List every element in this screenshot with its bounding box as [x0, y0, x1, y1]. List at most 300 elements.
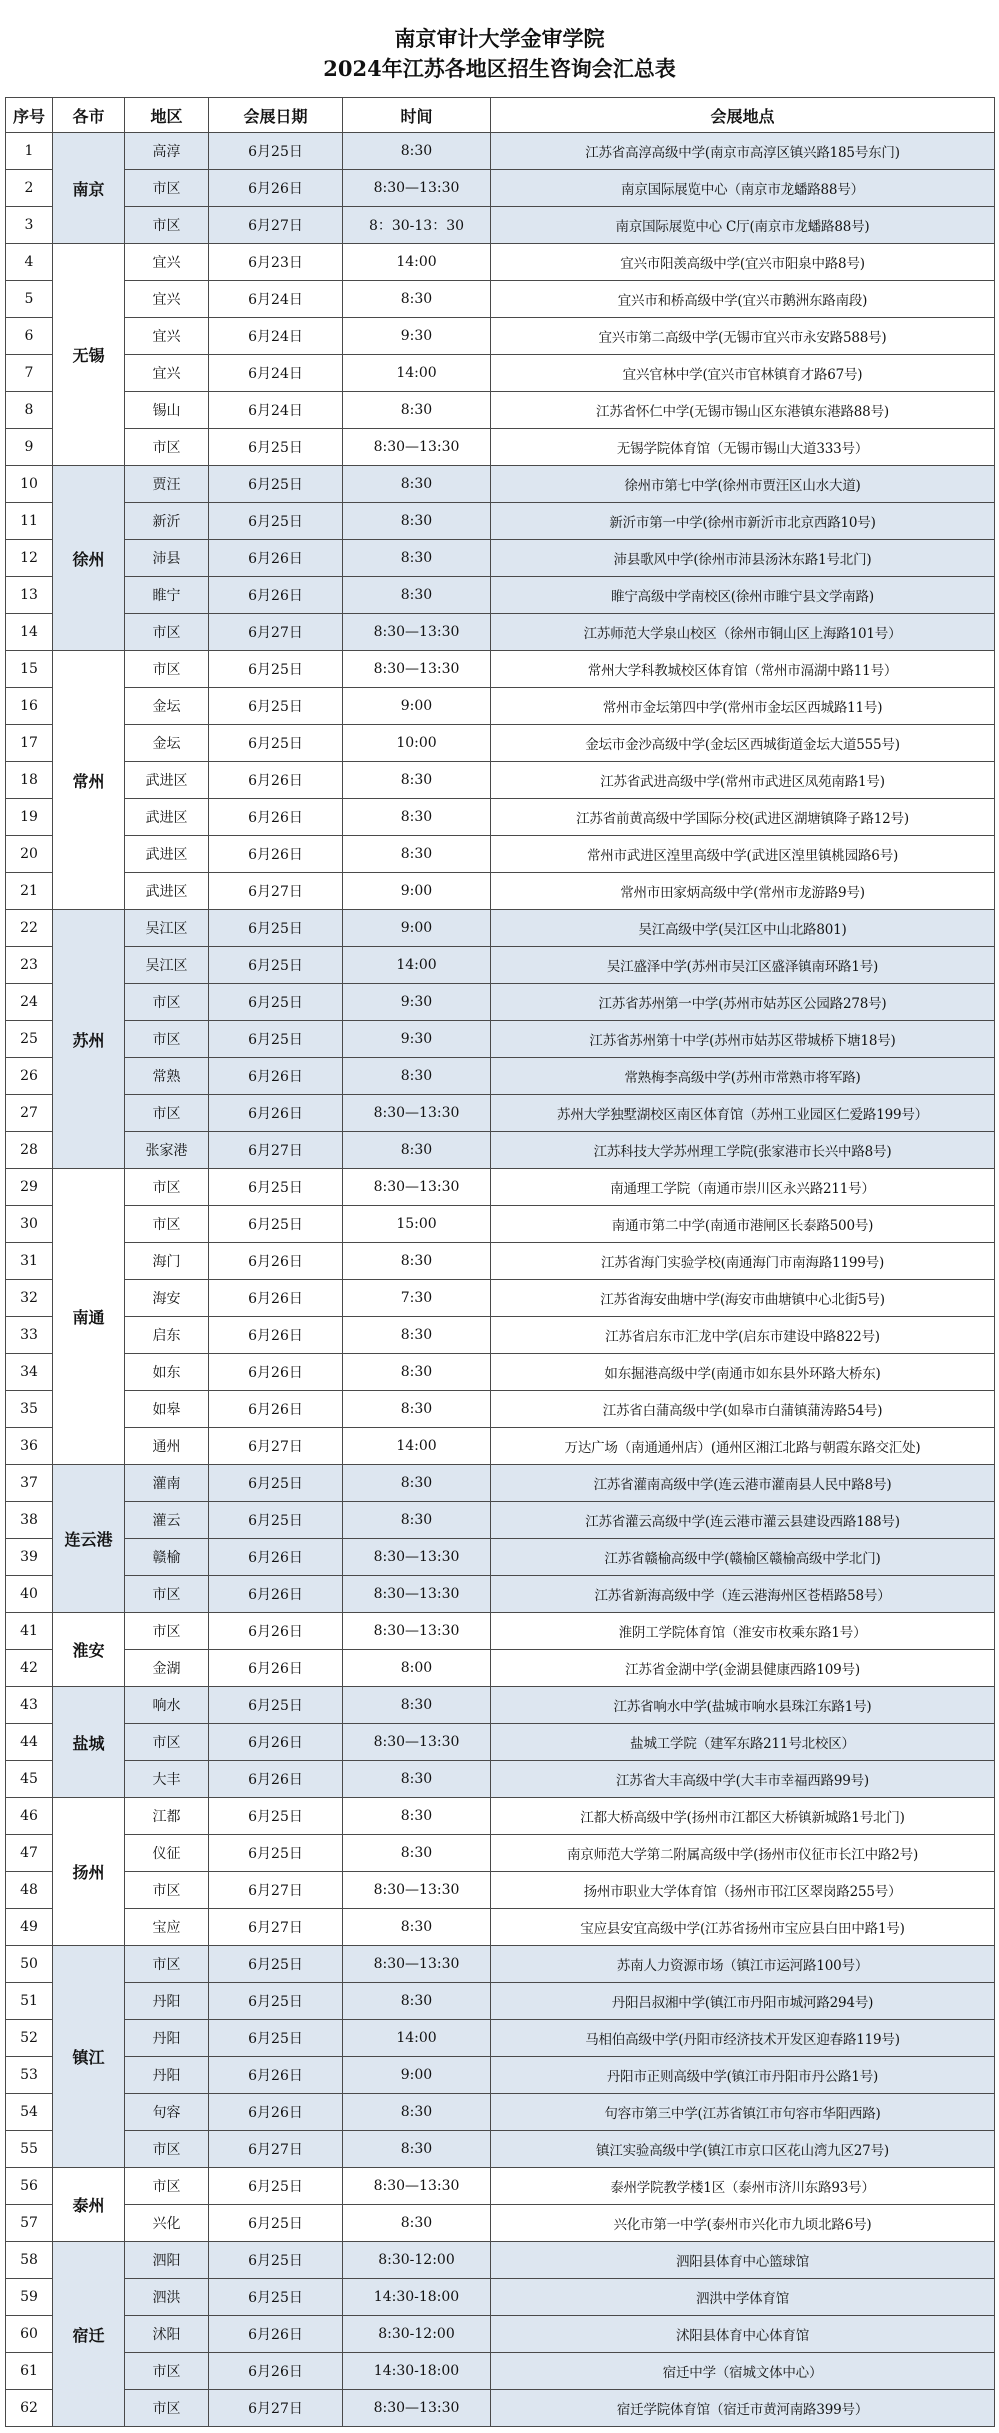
- table-row: [6, 1946, 995, 1983]
- cell-district: 灌南: [125, 1465, 209, 1502]
- table-row: [6, 1687, 995, 1724]
- cell-time: 8:30: [343, 1761, 491, 1798]
- cell-time: 8:30: [343, 1391, 491, 1428]
- cell-location: 南京国际展览中心（南京市龙蟠路88号）: [491, 170, 995, 207]
- table-row: [6, 281, 995, 318]
- cell-date: 6月27日: [209, 1872, 343, 1909]
- cell-no: 32: [6, 1280, 53, 1317]
- table-row: [6, 947, 995, 984]
- cell-location: 盐城工学院（建军东路211号北校区）: [491, 1724, 995, 1761]
- cell-date: 6月25日: [209, 1206, 343, 1243]
- cell-time: 8:00: [343, 1650, 491, 1687]
- cell-no: 2: [6, 170, 53, 207]
- table-row: [6, 984, 995, 1021]
- cell-district: 泗洪: [125, 2279, 209, 2316]
- cell-location: 常州市田家炳高级中学(常州市龙游路9号): [491, 873, 995, 910]
- cell-district: 金坛: [125, 725, 209, 762]
- cell-location: 江苏省灌云高级中学(连云港市灌云县建设西路188号): [491, 1502, 995, 1539]
- cell-district: 仪征: [125, 1835, 209, 1872]
- cell-city: 宿迁: [53, 2242, 125, 2427]
- cell-district: 句容: [125, 2094, 209, 2131]
- table-row: [6, 207, 995, 244]
- cell-date: 6月27日: [209, 1132, 343, 1169]
- cell-no: 39: [6, 1539, 53, 1576]
- cell-location: 江苏省灌南高级中学(连云港市灌南县人民中路8号): [491, 1465, 995, 1502]
- cell-date: 6月25日: [209, 2168, 343, 2205]
- cell-no: 47: [6, 1835, 53, 1872]
- cell-location: 宝应县安宜高级中学(江苏省扬州市宝应县白田中路1号): [491, 1909, 995, 1946]
- header-city: 各市: [53, 98, 125, 133]
- cell-date: 6月26日: [209, 540, 343, 577]
- cell-district: 丹阳: [125, 2057, 209, 2094]
- cell-location: 宿迁学院体育馆（宿迁市黄河南路399号）: [491, 2390, 995, 2427]
- cell-location: 睢宁高级中学南校区(徐州市睢宁县文学南路): [491, 577, 995, 614]
- cell-time: 8:30: [343, 281, 491, 318]
- table-row: [6, 1354, 995, 1391]
- cell-location: 常州大学科教城校区体育馆（常州市滆湖中路11号）: [491, 651, 995, 688]
- cell-time: 8:30: [343, 1243, 491, 1280]
- header-date: 会展日期: [209, 98, 343, 133]
- cell-city: 淮安: [53, 1613, 125, 1687]
- table-row: [6, 873, 995, 910]
- cell-date: 6月25日: [209, 651, 343, 688]
- cell-time: 8:30: [343, 392, 491, 429]
- cell-no: 16: [6, 688, 53, 725]
- table-row: [6, 2279, 995, 2316]
- cell-date: 6月27日: [209, 614, 343, 651]
- cell-no: 52: [6, 2020, 53, 2057]
- cell-location: 江苏省大丰高级中学(大丰市幸福西路99号): [491, 1761, 995, 1798]
- cell-date: 6月25日: [209, 1835, 343, 1872]
- table-row: [6, 910, 995, 947]
- table-row: [6, 1206, 995, 1243]
- cell-no: 34: [6, 1354, 53, 1391]
- cell-no: 44: [6, 1724, 53, 1761]
- table-row: [6, 1502, 995, 1539]
- cell-district: 金湖: [125, 1650, 209, 1687]
- cell-no: 4: [6, 244, 53, 281]
- cell-location: 丹阳市正则高级中学(镇江市丹阳市丹公路1号): [491, 2057, 995, 2094]
- cell-no: 6: [6, 318, 53, 355]
- cell-location: 如东掘港高级中学(南通市如东县外环路大桥东): [491, 1354, 995, 1391]
- cell-location: 江苏省苏州第十中学(苏州市姑苏区带城桥下塘18号): [491, 1021, 995, 1058]
- cell-no: 40: [6, 1576, 53, 1613]
- cell-no: 50: [6, 1946, 53, 1983]
- cell-no: 33: [6, 1317, 53, 1354]
- cell-no: 8: [6, 392, 53, 429]
- table-row: [6, 1465, 995, 1502]
- cell-time: 8:30—13:30: [343, 1946, 491, 1983]
- cell-district: 常熟: [125, 1058, 209, 1095]
- cell-date: 6月26日: [209, 1243, 343, 1280]
- table-row: [6, 1428, 995, 1465]
- cell-location: 江苏科技大学苏州理工学院(张家港市长兴中路8号): [491, 1132, 995, 1169]
- cell-district: 沭阳: [125, 2316, 209, 2353]
- table-row: [6, 651, 995, 688]
- table-row: [6, 1983, 995, 2020]
- cell-location: 常州市金坛第四中学(常州市金坛区西城路11号): [491, 688, 995, 725]
- cell-time: 8:30—13:30: [343, 1724, 491, 1761]
- cell-location: 宜兴市第二高级中学(无锡市宜兴市永安路588号): [491, 318, 995, 355]
- cell-time: 9:30: [343, 984, 491, 1021]
- cell-time: 14:30-18:00: [343, 2353, 491, 2390]
- cell-no: 59: [6, 2279, 53, 2316]
- cell-district: 新沂: [125, 503, 209, 540]
- cell-district: 市区: [125, 207, 209, 244]
- table-row: [6, 318, 995, 355]
- cell-district: 武进区: [125, 799, 209, 836]
- cell-time: 14:00: [343, 355, 491, 392]
- cell-time: 8:30: [343, 1354, 491, 1391]
- cell-no: 24: [6, 984, 53, 1021]
- cell-district: 市区: [125, 1872, 209, 1909]
- cell-district: 金坛: [125, 688, 209, 725]
- cell-location: 江苏省新海高级中学（连云港海州区苍梧路58号）: [491, 1576, 995, 1613]
- cell-location: 万达广场（南通通州店）(通州区湘江北路与朝霞东路交汇处): [491, 1428, 995, 1465]
- cell-location: 南京师范大学第二附属高级中学(扬州市仪征市长江中路2号): [491, 1835, 995, 1872]
- cell-date: 6月26日: [209, 1058, 343, 1095]
- cell-time: 14:00: [343, 947, 491, 984]
- cell-district: 市区: [125, 170, 209, 207]
- cell-date: 6月26日: [209, 170, 343, 207]
- table-row: [6, 1576, 995, 1613]
- cell-location: 吴江盛泽中学(苏州市吴江区盛泽镇南环路1号): [491, 947, 995, 984]
- cell-no: 20: [6, 836, 53, 873]
- table-row: [6, 429, 995, 466]
- table-row: [6, 2242, 995, 2279]
- cell-time: 8:30: [343, 466, 491, 503]
- cell-location: 南京国际展览中心 C厅(南京市龙蟠路88号): [491, 207, 995, 244]
- cell-no: 58: [6, 2242, 53, 2279]
- cell-district: 通州: [125, 1428, 209, 1465]
- cell-location: 徐州市第七中学(徐州市贾汪区山水大道): [491, 466, 995, 503]
- cell-date: 6月27日: [209, 1428, 343, 1465]
- cell-time: 15:00: [343, 1206, 491, 1243]
- table-row: [6, 1243, 995, 1280]
- cell-date: 6月26日: [209, 762, 343, 799]
- cell-time: 8:30—13:30: [343, 614, 491, 651]
- cell-date: 6月26日: [209, 1650, 343, 1687]
- cell-location: 江都大桥高级中学(扬州市江都区大桥镇新城路1号北门): [491, 1798, 995, 1835]
- cell-no: 38: [6, 1502, 53, 1539]
- cell-district: 市区: [125, 1021, 209, 1058]
- cell-time: 8:30: [343, 762, 491, 799]
- cell-location: 常熟梅李高级中学(苏州市常熟市将军路): [491, 1058, 995, 1095]
- cell-district: 市区: [125, 2390, 209, 2427]
- cell-no: 18: [6, 762, 53, 799]
- cell-location: 扬州市职业大学体育馆（扬州市邗江区翠岗路255号）: [491, 1872, 995, 1909]
- cell-no: 53: [6, 2057, 53, 2094]
- cell-district: 锡山: [125, 392, 209, 429]
- cell-no: 7: [6, 355, 53, 392]
- cell-location: 宜兴市阳羡高级中学(宜兴市阳泉中路8号): [491, 244, 995, 281]
- cell-no: 3: [6, 207, 53, 244]
- cell-no: 22: [6, 910, 53, 947]
- cell-no: 57: [6, 2205, 53, 2242]
- cell-no: 41: [6, 1613, 53, 1650]
- table-row: [6, 1613, 995, 1650]
- cell-district: 海安: [125, 1280, 209, 1317]
- cell-district: 市区: [125, 2131, 209, 2168]
- table-row: [6, 1724, 995, 1761]
- cell-date: 6月25日: [209, 910, 343, 947]
- cell-district: 如皋: [125, 1391, 209, 1428]
- cell-district: 宜兴: [125, 244, 209, 281]
- cell-district: 高淳: [125, 133, 209, 170]
- cell-date: 6月26日: [209, 1317, 343, 1354]
- cell-date: 6月26日: [209, 1613, 343, 1650]
- cell-no: 42: [6, 1650, 53, 1687]
- table-row: [6, 1650, 995, 1687]
- table-row: [6, 1280, 995, 1317]
- cell-city: 常州: [53, 651, 125, 910]
- table-row: [6, 466, 995, 503]
- cell-location: 江苏省苏州第一中学(苏州市姑苏区公园路278号): [491, 984, 995, 1021]
- cell-date: 6月26日: [209, 1095, 343, 1132]
- cell-time: 8:30—13:30: [343, 2168, 491, 2205]
- table-row: [6, 725, 995, 762]
- cell-date: 6月25日: [209, 725, 343, 762]
- cell-no: 54: [6, 2094, 53, 2131]
- cell-time: 9:00: [343, 688, 491, 725]
- cell-district: 宜兴: [125, 318, 209, 355]
- cell-date: 6月25日: [209, 1798, 343, 1835]
- cell-district: 泗阳: [125, 2242, 209, 2279]
- table-row: [6, 2057, 995, 2094]
- table-row: [6, 244, 995, 281]
- cell-date: 6月24日: [209, 281, 343, 318]
- schedule-table: [5, 97, 995, 2427]
- cell-district: 启东: [125, 1317, 209, 1354]
- cell-date: 6月25日: [209, 1169, 343, 1206]
- cell-no: 12: [6, 540, 53, 577]
- cell-time: 8:30-12:00: [343, 2242, 491, 2279]
- cell-location: 镇江实验高级中学(镇江市京口区花山湾九区27号): [491, 2131, 995, 2168]
- cell-no: 56: [6, 2168, 53, 2205]
- cell-location: 常州市武进区湟里高级中学(武进区湟里镇桃园路6号): [491, 836, 995, 873]
- cell-time: 8:30—13:30: [343, 2390, 491, 2427]
- table-row: [6, 1317, 995, 1354]
- table-header-row: [6, 98, 995, 133]
- cell-time: 8：30-13：30: [343, 207, 491, 244]
- cell-time: 8:30—13:30: [343, 1095, 491, 1132]
- cell-date: 6月26日: [209, 1280, 343, 1317]
- cell-time: 8:30: [343, 577, 491, 614]
- cell-location: 江苏省响水中学(盐城市响水县珠江东路1号): [491, 1687, 995, 1724]
- cell-time: 10:00: [343, 725, 491, 762]
- cell-date: 6月26日: [209, 1391, 343, 1428]
- cell-date: 6月25日: [209, 466, 343, 503]
- cell-time: 9:00: [343, 910, 491, 947]
- cell-time: 8:30: [343, 1465, 491, 1502]
- cell-city: 连云港: [53, 1465, 125, 1613]
- header-location: 会展地点: [491, 98, 995, 133]
- cell-district: 睢宁: [125, 577, 209, 614]
- cell-time: 9:00: [343, 873, 491, 910]
- cell-time: 8:30: [343, 540, 491, 577]
- cell-date: 6月26日: [209, 2057, 343, 2094]
- cell-no: 19: [6, 799, 53, 836]
- cell-location: 江苏省金湖中学(金湖县健康西路109号): [491, 1650, 995, 1687]
- cell-date: 6月26日: [209, 1354, 343, 1391]
- cell-time: 9:00: [343, 2057, 491, 2094]
- cell-date: 6月27日: [209, 1909, 343, 1946]
- cell-time: 8:30—13:30: [343, 1169, 491, 1206]
- cell-district: 兴化: [125, 2205, 209, 2242]
- cell-date: 6月23日: [209, 244, 343, 281]
- cell-time: 8:30: [343, 1502, 491, 1539]
- cell-district: 武进区: [125, 873, 209, 910]
- cell-no: 46: [6, 1798, 53, 1835]
- cell-district: 市区: [125, 651, 209, 688]
- cell-no: 27: [6, 1095, 53, 1132]
- cell-time: 8:30: [343, 133, 491, 170]
- table-row: [6, 2094, 995, 2131]
- cell-district: 宝应: [125, 1909, 209, 1946]
- cell-no: 9: [6, 429, 53, 466]
- table-body: [6, 133, 995, 2427]
- cell-no: 31: [6, 1243, 53, 1280]
- cell-time: 14:30-18:00: [343, 2279, 491, 2316]
- cell-location: 江苏省怀仁中学(无锡市锡山区东港镇东港路88号): [491, 392, 995, 429]
- cell-no: 45: [6, 1761, 53, 1798]
- table-row: [6, 1169, 995, 1206]
- cell-location: 江苏省前黄高级中学国际分校(武进区湖塘镇降子路12号): [491, 799, 995, 836]
- cell-date: 6月25日: [209, 2242, 343, 2279]
- cell-district: 响水: [125, 1687, 209, 1724]
- cell-no: 15: [6, 651, 53, 688]
- cell-district: 武进区: [125, 762, 209, 799]
- cell-location: 宿迁中学（宿城文体中心）: [491, 2353, 995, 2390]
- cell-time: 8:30—13:30: [343, 429, 491, 466]
- table-row: [6, 1021, 995, 1058]
- cell-district: 宜兴: [125, 355, 209, 392]
- cell-district: 市区: [125, 614, 209, 651]
- table-row: [6, 2020, 995, 2057]
- table-row: [6, 836, 995, 873]
- cell-date: 6月25日: [209, 429, 343, 466]
- cell-district: 市区: [125, 1206, 209, 1243]
- title-block: [0, 0, 999, 97]
- cell-date: 6月25日: [209, 1502, 343, 1539]
- cell-date: 6月26日: [209, 2094, 343, 2131]
- cell-time: 8:30—13:30: [343, 651, 491, 688]
- table-row: [6, 2205, 995, 2242]
- table-row: [6, 1909, 995, 1946]
- cell-time: 8:30—13:30: [343, 1539, 491, 1576]
- cell-city: 无锡: [53, 244, 125, 466]
- cell-no: 60: [6, 2316, 53, 2353]
- cell-date: 6月26日: [209, 1576, 343, 1613]
- cell-location: 苏州大学独墅湖校区南区体育馆（苏州工业园区仁爱路199号）: [491, 1095, 995, 1132]
- cell-date: 6月26日: [209, 577, 343, 614]
- cell-date: 6月26日: [209, 836, 343, 873]
- cell-date: 6月24日: [209, 392, 343, 429]
- cell-location: 江苏省赣榆高级中学(赣榆区赣榆高级中学北门): [491, 1539, 995, 1576]
- table-row: [6, 2390, 995, 2427]
- cell-time: 8:30: [343, 2205, 491, 2242]
- cell-no: 28: [6, 1132, 53, 1169]
- cell-location: 淮阴工学院体育馆（淮安市枚乘东路1号）: [491, 1613, 995, 1650]
- cell-date: 6月25日: [209, 133, 343, 170]
- cell-no: 11: [6, 503, 53, 540]
- table-row: [6, 2353, 995, 2390]
- cell-district: 赣榆: [125, 1539, 209, 1576]
- cell-date: 6月25日: [209, 2020, 343, 2057]
- header-no: 序号: [6, 98, 53, 133]
- cell-time: 14:00: [343, 244, 491, 281]
- cell-location: 无锡学院体育馆（无锡市锡山大道333号）: [491, 429, 995, 466]
- cell-date: 6月26日: [209, 1761, 343, 1798]
- cell-time: 8:30: [343, 1132, 491, 1169]
- cell-date: 6月26日: [209, 1724, 343, 1761]
- cell-date: 6月27日: [209, 873, 343, 910]
- table-row: [6, 762, 995, 799]
- cell-district: 沛县: [125, 540, 209, 577]
- cell-district: 吴江区: [125, 947, 209, 984]
- cell-date: 6月25日: [209, 688, 343, 725]
- cell-location: 泗阳县体育中心篮球馆: [491, 2242, 995, 2279]
- cell-time: 8:30: [343, 2094, 491, 2131]
- cell-no: 25: [6, 1021, 53, 1058]
- cell-time: 14:00: [343, 2020, 491, 2057]
- cell-district: 市区: [125, 984, 209, 1021]
- cell-time: 8:30: [343, 1798, 491, 1835]
- cell-no: 10: [6, 466, 53, 503]
- table-row: [6, 133, 995, 170]
- cell-date: 6月27日: [209, 207, 343, 244]
- cell-city: 南通: [53, 1169, 125, 1465]
- cell-location: 江苏省启东市汇龙中学(启东市建设中路822号): [491, 1317, 995, 1354]
- cell-district: 江都: [125, 1798, 209, 1835]
- cell-district: 宜兴: [125, 281, 209, 318]
- cell-district: 市区: [125, 1576, 209, 1613]
- cell-no: 55: [6, 2131, 53, 2168]
- cell-date: 6月27日: [209, 2131, 343, 2168]
- cell-no: 61: [6, 2353, 53, 2390]
- cell-city: 徐州: [53, 466, 125, 651]
- cell-time: 9:30: [343, 1021, 491, 1058]
- cell-location: 江苏省海安曲塘中学(海安市曲塘镇中心北街5号): [491, 1280, 995, 1317]
- cell-location: 兴化市第一中学(泰州市兴化市九顷北路6号): [491, 2205, 995, 2242]
- table-row: [6, 355, 995, 392]
- cell-district: 市区: [125, 1946, 209, 1983]
- cell-time: 8:30—13:30: [343, 170, 491, 207]
- cell-time: 8:30: [343, 836, 491, 873]
- cell-district: 市区: [125, 1613, 209, 1650]
- cell-date: 6月25日: [209, 947, 343, 984]
- cell-district: 市区: [125, 1169, 209, 1206]
- cell-city: 南京: [53, 133, 125, 244]
- cell-time: 8:30—13:30: [343, 1872, 491, 1909]
- cell-date: 6月26日: [209, 799, 343, 836]
- cell-location: 江苏省武进高级中学(常州市武进区凤苑南路1号): [491, 762, 995, 799]
- cell-district: 市区: [125, 2168, 209, 2205]
- cell-time: 8:30: [343, 1835, 491, 1872]
- cell-no: 14: [6, 614, 53, 651]
- cell-no: 62: [6, 2390, 53, 2427]
- table-row: [6, 540, 995, 577]
- cell-location: 泗洪中学体育馆: [491, 2279, 995, 2316]
- cell-date: 6月25日: [209, 1465, 343, 1502]
- table-row: [6, 614, 995, 651]
- cell-no: 35: [6, 1391, 53, 1428]
- cell-date: 6月25日: [209, 1946, 343, 1983]
- cell-time: 7:30: [343, 1280, 491, 1317]
- cell-no: 43: [6, 1687, 53, 1724]
- cell-location: 江苏省高淳高级中学(南京市高淳区镇兴路185号东门): [491, 133, 995, 170]
- title-line-1: 南京审计大学金审学院: [394, 26, 605, 51]
